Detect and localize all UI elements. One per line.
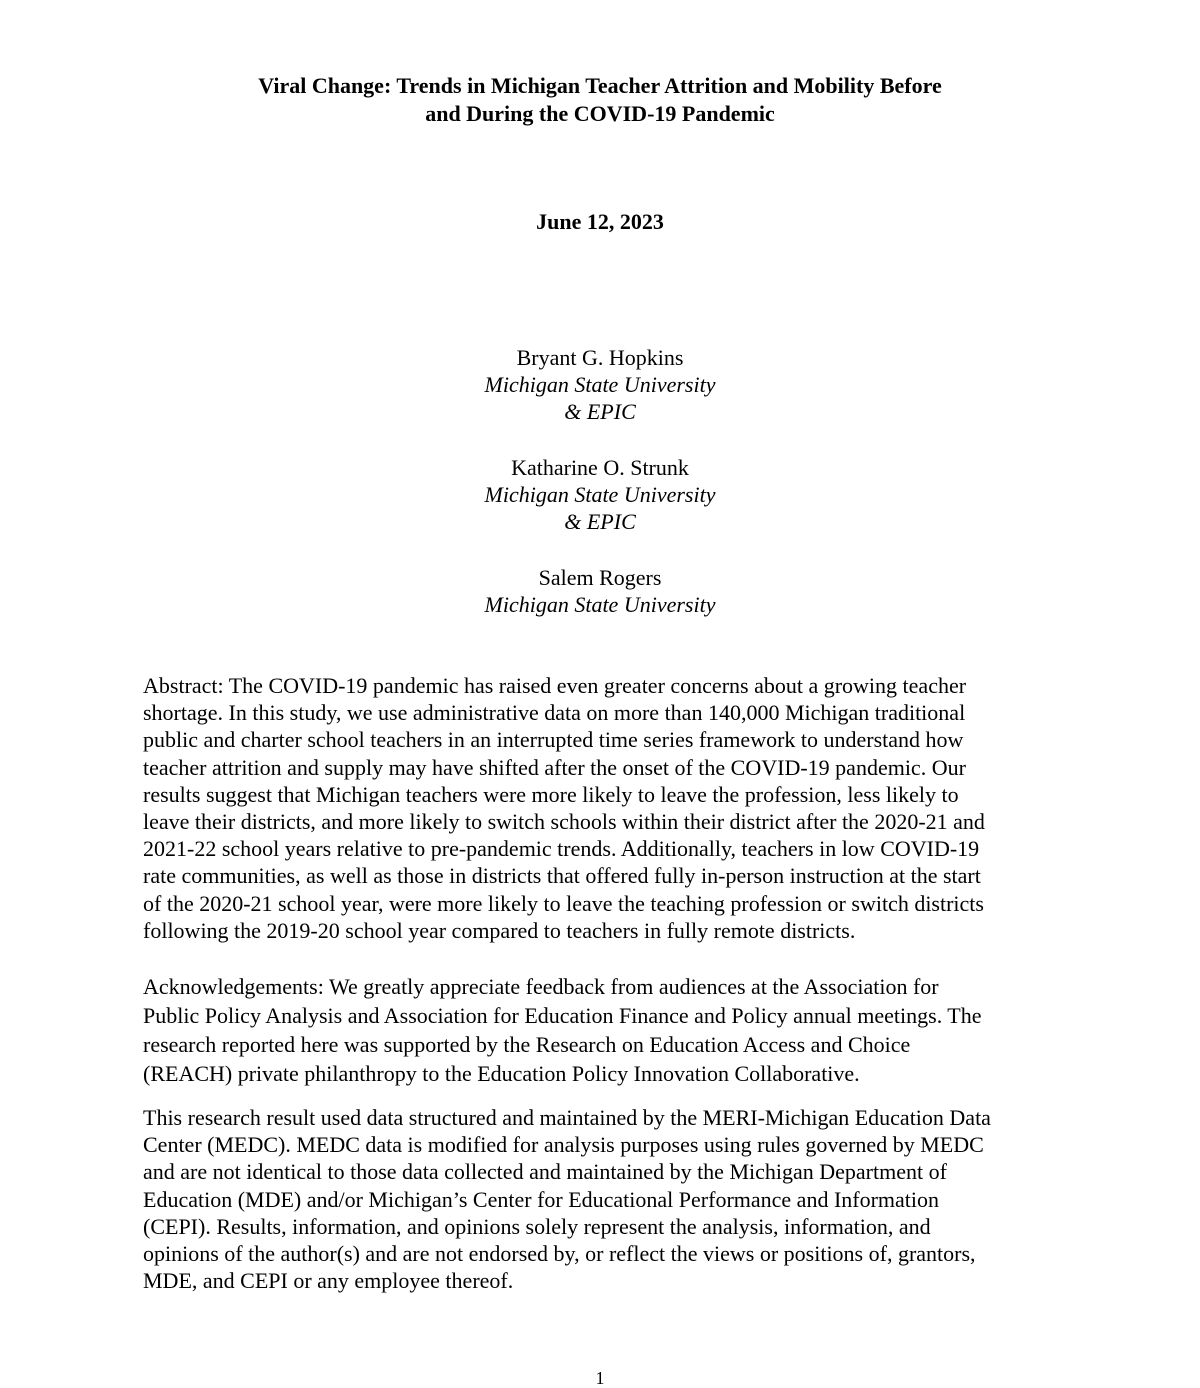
abstract-line: following the 2019-20 school year compared to teachers in fully remote districts. bbox=[143, 917, 856, 943]
data-disclaimer-line: opinions of the author(s) and are not endorsed by, or reflect the views or positions of, grantors, bbox=[143, 1241, 976, 1267]
acknowledgements-line: Acknowledgements: We greatly appreciate feedback from audiences at the Association for bbox=[143, 974, 939, 999]
acknowledgements-line: research reported here was supported by the Research on Education Access and Choice bbox=[143, 1032, 911, 1057]
abstract-line: Abstract: The COVID-19 pandemic has raised even greater concerns about a growing teacher bbox=[143, 673, 967, 698]
title-line: and During the COVID-19 Pandemic bbox=[425, 101, 775, 126]
author-block bbox=[0, 454, 1200, 535]
author-name: Bryant G. Hopkins bbox=[516, 345, 684, 370]
paper-date: June 12, 2023 bbox=[536, 209, 664, 234]
data-disclaimer-line: MDE, and CEPI or any employee thereof. bbox=[143, 1268, 514, 1294]
acknowledgements-paragraph bbox=[143, 972, 1063, 1088]
abstract-line: teacher attrition and supply may have shifted after the onset of the COVID-19 pandemic. Our bbox=[143, 754, 966, 780]
abstract-line: rate communities, as well as those in districts that offered fully in-person instruction at the start bbox=[143, 863, 981, 889]
data-disclaimer-line: Center (MEDC). MEDC data is modified for analysis purposes using rules governed by MEDC bbox=[143, 1132, 984, 1158]
abstract-line: results suggest that Michigan teachers were more likely to leave the profession, less likely to bbox=[143, 781, 959, 807]
title-line: Viral Change: Trends in Michigan Teacher Attrition and Mobility Before bbox=[258, 73, 942, 98]
abstract-line: shortage. In this study, we use administrative data on more than 140,000 Michigan traditional bbox=[143, 700, 966, 726]
author-block bbox=[0, 344, 1200, 425]
data-disclaimer-paragraph bbox=[143, 1104, 1063, 1294]
author-affiliation: & EPIC bbox=[564, 399, 636, 424]
data-disclaimer-line: and are not identical to those data collected and maintained by the Michigan Department of bbox=[143, 1159, 947, 1185]
data-disclaimer-line: Education (MDE) and/or Michigan’s Center for Educational Performance and Information bbox=[143, 1186, 940, 1212]
author-affiliation: & EPIC bbox=[564, 509, 636, 534]
abstract-line: leave their districts, and more likely to switch schools within their district after the 2020-21 and bbox=[143, 809, 985, 835]
author-name: Katharine O. Strunk bbox=[511, 455, 689, 480]
paper-title bbox=[0, 72, 1200, 128]
author-block bbox=[0, 564, 1200, 618]
author-name: Salem Rogers bbox=[538, 565, 662, 590]
page-number: 1 bbox=[595, 1368, 605, 1388]
author-list bbox=[0, 344, 1200, 647]
acknowledgements-line: (REACH) private philanthropy to the Education Policy Innovation Collaborative. bbox=[143, 1061, 860, 1086]
author-affiliation: Michigan State University bbox=[484, 482, 716, 507]
data-disclaimer-line: (CEPI). Results, information, and opinions solely represent the analysis, information, and bbox=[143, 1213, 931, 1239]
author-affiliation: Michigan State University bbox=[484, 592, 716, 617]
author-affiliation: Michigan State University bbox=[484, 372, 716, 397]
abstract-paragraph bbox=[143, 672, 1063, 944]
abstract-line: 2021-22 school years relative to pre-pandemic trends. Additionally, teachers in low COVID-19 bbox=[143, 836, 980, 862]
abstract-line: public and charter school teachers in an interrupted time series framework to understand how bbox=[143, 727, 964, 753]
acknowledgements-line: Public Policy Analysis and Association for Education Finance and Policy annual meetings. The bbox=[143, 1003, 982, 1028]
data-disclaimer-line: This research result used data structured and maintained by the MERI-Michigan Education Data bbox=[143, 1105, 991, 1130]
abstract-line: of the 2020-21 school year, were more likely to leave the teaching profession or switch districts bbox=[143, 890, 984, 916]
